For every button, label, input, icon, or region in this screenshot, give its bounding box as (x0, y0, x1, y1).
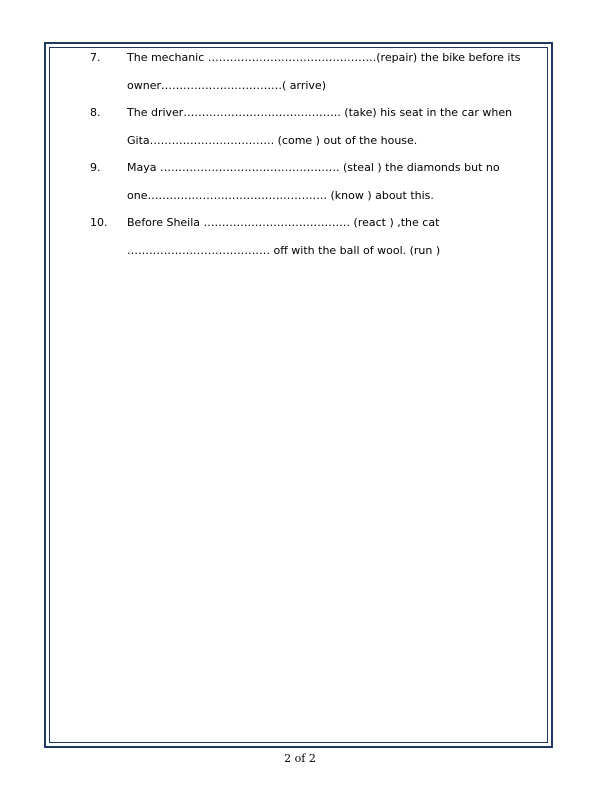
question-number: 9. (90, 161, 101, 174)
question-number: 10. (90, 216, 108, 229)
question-item-10 (90, 215, 530, 270)
question-text-line2: ………………………………… off with the ball of wool. (run ) (127, 243, 441, 257)
question-text-line1: Maya …………………………………………. (steal ) the diamonds but no (127, 161, 500, 174)
page-number: 2 of 2 (284, 752, 316, 765)
question-item-9 (90, 160, 530, 215)
question-list (90, 50, 530, 270)
question-text-line2: one…………………………………………. (know ) about this. (127, 188, 434, 202)
question-text-line1: The mechanic ……………………………………….(repair) the bike before its (127, 51, 521, 64)
question-number: 8. (90, 106, 101, 119)
question-number: 7. (90, 51, 101, 64)
question-item-7 (90, 50, 530, 105)
question-text-line2: owner……………………………( arrive) (127, 78, 326, 92)
question-text-line1: Before Sheila …………………………………. (react ) ,the cat (127, 216, 440, 229)
question-text-line1: The driver……………………………………. (take) his seat in the car when (127, 106, 513, 119)
question-text-line2: Gita……………………………. (come ) out of the house. (127, 133, 418, 147)
question-item-8 (90, 105, 530, 160)
